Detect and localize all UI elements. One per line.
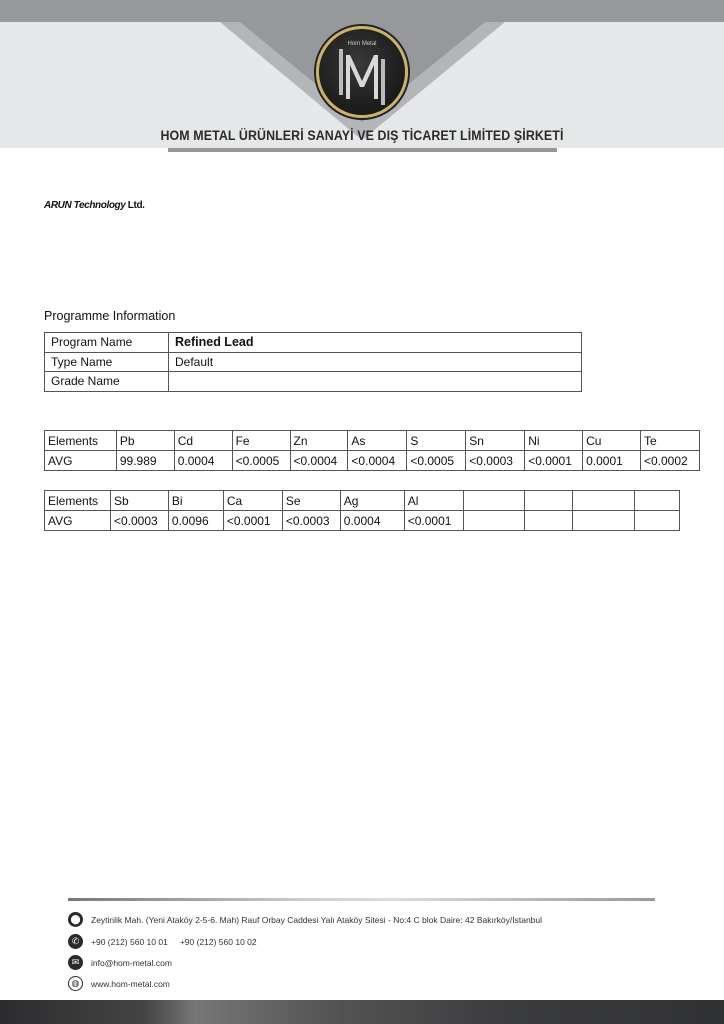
footer-web: [68, 976, 170, 991]
header-cell: Ni: [525, 431, 583, 451]
value-cell: <0.0001: [223, 511, 282, 531]
header-cell: Sn: [466, 431, 525, 451]
header-cell: Elements: [45, 491, 111, 511]
label-cell: Grade Name: [45, 372, 169, 392]
value-cell: [169, 372, 582, 392]
table-row: [45, 333, 582, 353]
value-cell: <0.0001: [525, 451, 583, 471]
header-cell: As: [348, 431, 407, 451]
web-text: www.hom-metal.com: [91, 978, 170, 989]
value-cell: Default: [169, 352, 582, 372]
address-text: Zeytinlik Mah. (Yeni Ataköy 2-5-6. Mah) Rauf Orbay Caddesi Yalı Ataköy Sitesi - No:4 C blok Daire: 42 Bakırköy/İstanbul: [91, 914, 543, 925]
value-cell: 0.0004: [340, 511, 404, 531]
phone-icon: ✆: [68, 934, 83, 949]
table-row: [45, 372, 582, 392]
value-cell: <0.0005: [407, 451, 466, 471]
value-cell: <0.0003: [110, 511, 168, 531]
value-cell: AVG: [45, 511, 111, 531]
value-cell: 99.989: [116, 451, 174, 471]
value-cell: [573, 511, 635, 531]
company-name: HOM METAL ÜRÜNLERİ SANAYİ VE DIŞ TİCARET LİMİTED ŞİRKETİ: [160, 128, 564, 143]
email-text: info@hom-metal.com: [91, 957, 172, 968]
value-cell: <0.0004: [290, 451, 348, 471]
value-cell: 0.0001: [583, 451, 641, 471]
header-cell: Se: [282, 491, 340, 511]
value-cell: [525, 511, 573, 531]
value-cell: [463, 511, 525, 531]
value-cell: <0.0001: [404, 511, 463, 531]
label-cell: Type Name: [45, 352, 169, 372]
footer-address: [68, 912, 542, 927]
phone2: +90 (212) 560 10 02: [179, 936, 257, 947]
header-cell: [635, 491, 680, 511]
programme-table: [44, 332, 582, 392]
elements-table-1: [44, 430, 700, 471]
company-logo: [316, 26, 408, 118]
header-underline: [168, 148, 557, 152]
value-cell: 0.0004: [174, 451, 232, 471]
header-cell: Te: [640, 431, 699, 451]
header-cell: Bi: [168, 491, 223, 511]
header-cell: Cu: [583, 431, 641, 451]
table-header-row: [45, 431, 700, 451]
table-row: [45, 511, 680, 531]
header-cell: Fe: [232, 431, 290, 451]
programme-title: Programme Information: [44, 309, 176, 323]
header-cell: Cd: [174, 431, 232, 451]
header-cell: [525, 491, 573, 511]
email-icon: ✉: [68, 955, 83, 970]
value-cell: <0.0003: [466, 451, 525, 471]
header-cell: Pb: [116, 431, 174, 451]
value-cell: [635, 511, 680, 531]
header-cell: [573, 491, 635, 511]
table-header-row: [45, 491, 680, 511]
globe-icon: ◍: [68, 976, 83, 991]
footer-phone: [68, 934, 257, 949]
header-cell: Ca: [223, 491, 282, 511]
footer-divider: [68, 898, 655, 901]
elements-table-2: [44, 490, 680, 531]
table-row: [45, 352, 582, 372]
recipient: [44, 200, 145, 211]
header-cell: Zn: [290, 431, 348, 451]
value-cell: <0.0002: [640, 451, 699, 471]
header-cell: Sb: [110, 491, 168, 511]
footer-email: [68, 955, 172, 970]
value-cell: <0.0003: [282, 511, 340, 531]
table-row: [45, 451, 700, 471]
recipient-suffix: Ltd.: [125, 200, 145, 211]
header-cell: S: [407, 431, 466, 451]
header-cell: Ag: [340, 491, 404, 511]
label-cell: Program Name: [45, 333, 169, 353]
header-cell: [463, 491, 525, 511]
value-cell: <0.0005: [232, 451, 290, 471]
location-icon: ⬤: [68, 912, 83, 927]
value-cell: 0.0096: [168, 511, 223, 531]
phone1: +90 (212) 560 10 01: [91, 936, 168, 947]
value-cell: AVG: [45, 451, 117, 471]
header-cell: Elements: [45, 431, 117, 451]
value-cell: <0.0004: [348, 451, 407, 471]
svg-text:Hom Metal: Hom Metal: [347, 41, 377, 47]
header-cell: Al: [404, 491, 463, 511]
footer-bar: [0, 1000, 724, 1024]
recipient-name: ARUN Technology: [44, 200, 126, 211]
value-cell: Refined Lead: [169, 333, 582, 353]
